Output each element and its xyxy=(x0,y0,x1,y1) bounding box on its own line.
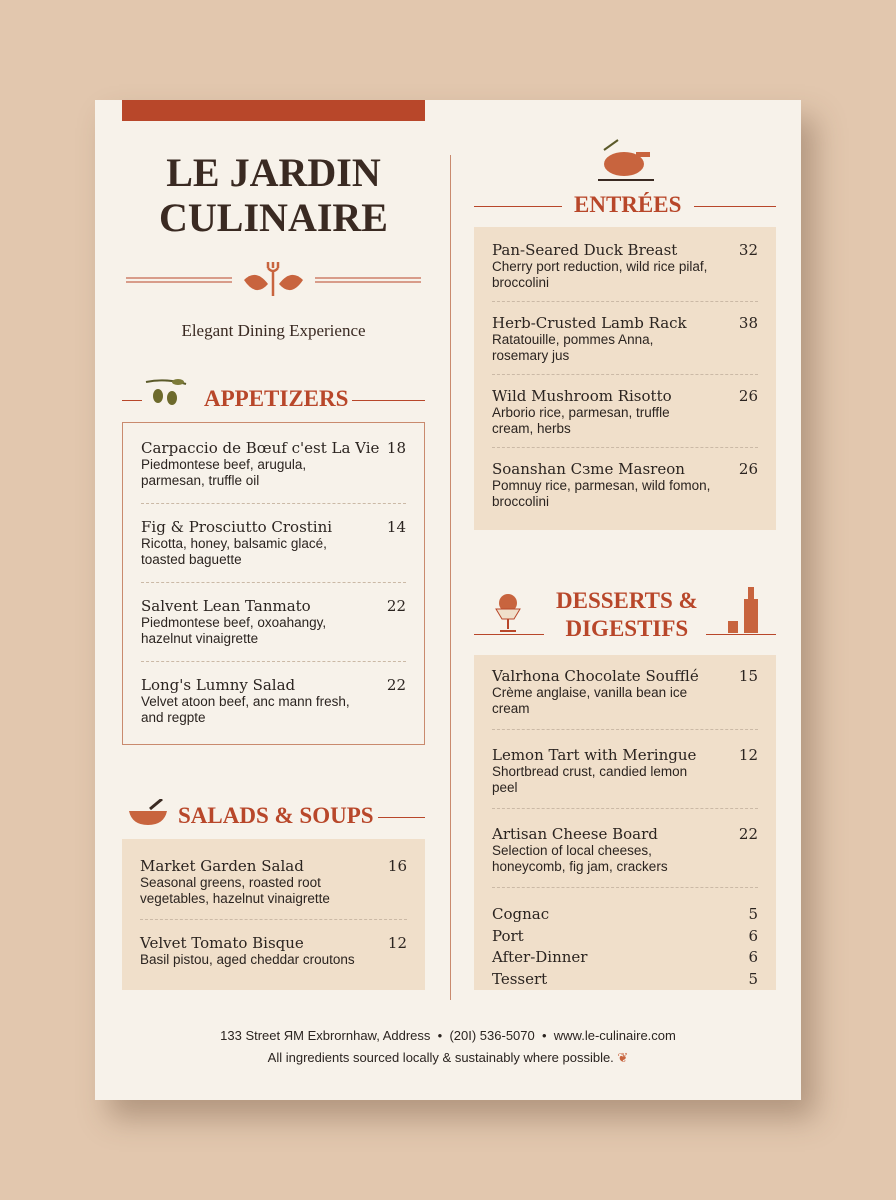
olive-branch-icon xyxy=(144,374,188,410)
desserts-header xyxy=(474,585,776,640)
item-price: 22 xyxy=(738,825,758,843)
item-price: 22 xyxy=(386,676,406,694)
item-name: Soanshan Cзme Masreon xyxy=(492,460,685,478)
item-description: Ratatouille, pommes Anna, rosemary jus xyxy=(492,332,654,363)
menu-item xyxy=(492,667,758,730)
item-description: Piedmontese beef, arugula, parmesan, truffle oil xyxy=(141,457,307,488)
item-name: Velvet Tomato Bisque xyxy=(140,934,304,952)
menu-item xyxy=(492,302,758,375)
address: 133 Street ЯM Exbrornhaw, Address xyxy=(220,1028,431,1043)
restaurant-title xyxy=(122,150,425,240)
item-description: Crème anglaise, vanilla bean ice cream xyxy=(492,685,688,716)
item-description: Shortbread crust, candied lemon peel xyxy=(492,764,688,795)
accent-bar xyxy=(122,100,425,121)
drink-name: After-Dinner xyxy=(492,948,588,966)
item-price: 38 xyxy=(738,314,758,332)
salads-soups-header xyxy=(122,797,425,837)
bowl-icon xyxy=(126,799,170,829)
menu-item xyxy=(141,662,406,740)
tagline: Elegant Dining Experience xyxy=(181,321,366,340)
item-name: Wild Mushroom Risotto xyxy=(492,387,672,405)
item-price: 18 xyxy=(386,439,406,457)
drink-price: 5 xyxy=(748,969,758,988)
item-price: 16 xyxy=(387,857,407,875)
item-description: Seasonal greens, roasted root vegetables, hazelnut vinaigrette xyxy=(140,875,330,906)
menu-item xyxy=(492,730,758,809)
item-description: Arborio rice, parmesan, truffle cream, herbs xyxy=(492,405,670,436)
entrees-header xyxy=(474,190,776,230)
menu-item xyxy=(141,439,406,504)
item-description: Ricotta, honey, balsamic glacé, toasted baguette xyxy=(141,536,327,567)
appetizers-list xyxy=(122,422,425,745)
footer-note xyxy=(95,1050,801,1066)
divider xyxy=(694,206,776,207)
item-description: Basil pistou, aged cheddar croutons xyxy=(140,952,355,967)
item-description: Selection of local cheeses, honeycomb, fig jam, crackers xyxy=(492,843,668,874)
item-price: 22 xyxy=(386,597,406,615)
item-description: Piedmontese beef, oxoahangy, hazelnut vinaigrette xyxy=(141,615,327,646)
divider xyxy=(706,634,776,635)
item-description: Cherry port reduction, wild rice pilaf, broccolini xyxy=(492,259,708,290)
section-title xyxy=(556,587,698,643)
item-name: Fig & Prosciutto Crostini xyxy=(141,518,333,536)
item-price: 15 xyxy=(738,667,758,685)
menu-item xyxy=(492,241,758,302)
item-name: Long's Lumny Salad xyxy=(141,676,296,694)
title-line2: CULINAIRE xyxy=(159,195,388,240)
section-title: ENTRÉES xyxy=(574,192,682,217)
item-name: Artisan Cheese Board xyxy=(492,825,658,843)
divider xyxy=(378,817,425,818)
menu-item xyxy=(492,809,758,888)
entrees-list xyxy=(474,227,776,530)
menu-item xyxy=(492,375,758,448)
footer-contact xyxy=(95,1028,801,1043)
digestifs-list xyxy=(492,904,758,990)
section-title: SALADS & SOUPS xyxy=(178,803,374,828)
menu-item xyxy=(141,504,406,583)
separator: • xyxy=(541,1028,547,1043)
divider xyxy=(352,400,425,401)
sundae-icon xyxy=(488,585,528,635)
item-name: Carpaccio de Bœuf c'est La Vie xyxy=(141,439,380,457)
item-name: Market Garden Salad xyxy=(140,857,304,875)
title-line1: LE JARDIN xyxy=(166,150,381,195)
drink-item xyxy=(492,904,758,926)
fork-leaf-ornament-icon xyxy=(122,262,425,302)
leaf-icon: ❦ xyxy=(617,1050,629,1065)
item-name: Pan-Seared Duck Breast xyxy=(492,241,678,259)
title-line1: DESSERTS & xyxy=(556,588,698,613)
menu-item xyxy=(140,857,407,920)
item-price: 32 xyxy=(738,241,758,259)
item-name: Salvent Lean Tanmato xyxy=(141,597,311,615)
column-divider xyxy=(450,155,451,1000)
drink-price: 5 xyxy=(748,905,758,923)
item-price: 26 xyxy=(738,387,758,405)
section-title: APPETIZERS xyxy=(204,386,349,411)
drink-item xyxy=(492,926,758,948)
item-price: 12 xyxy=(738,746,758,764)
item-price: 26 xyxy=(738,460,758,478)
menu-item xyxy=(141,583,406,662)
divider xyxy=(474,206,562,207)
salads-list xyxy=(122,839,425,990)
item-name: Valrhona Chocolate Soufflé xyxy=(492,667,699,685)
menu-item xyxy=(492,448,758,520)
item-name: Lemon Tart with Meringue xyxy=(492,746,697,764)
sourcing-note: All ingredients sourced locally & sustainably where possible. xyxy=(267,1050,614,1065)
desserts-list xyxy=(474,655,776,990)
drink-name: Cognac xyxy=(492,905,550,923)
separator: • xyxy=(437,1028,443,1043)
drink-name: Tessert xyxy=(492,969,548,988)
item-price: 12 xyxy=(387,934,407,952)
phone[interactable]: (20I) 536-5070 xyxy=(449,1028,535,1043)
drink-item xyxy=(492,969,758,991)
item-description: Pomnuy rice, parmesan, wild fomon, broccolini xyxy=(492,478,711,509)
drink-item xyxy=(492,947,758,969)
menu-item xyxy=(140,920,407,980)
drink-price: 6 xyxy=(748,948,758,966)
divider xyxy=(122,400,142,401)
item-price: 14 xyxy=(386,518,406,536)
website-link[interactable]: www.le-culinaire.com xyxy=(553,1028,676,1043)
drink-name: Port xyxy=(492,926,524,945)
item-name: Herb-Crusted Lamb Rack xyxy=(492,314,687,332)
roast-chicken-icon xyxy=(596,136,656,186)
divider xyxy=(474,634,544,635)
appetizers-header xyxy=(122,380,425,420)
drink-price: 6 xyxy=(748,926,758,945)
title-line2: DIGESTIFS xyxy=(565,616,689,641)
item-description: Velvet atoon beef, anc mann fresh, and regpte xyxy=(141,694,350,725)
bottle-glass-icon xyxy=(722,585,762,635)
